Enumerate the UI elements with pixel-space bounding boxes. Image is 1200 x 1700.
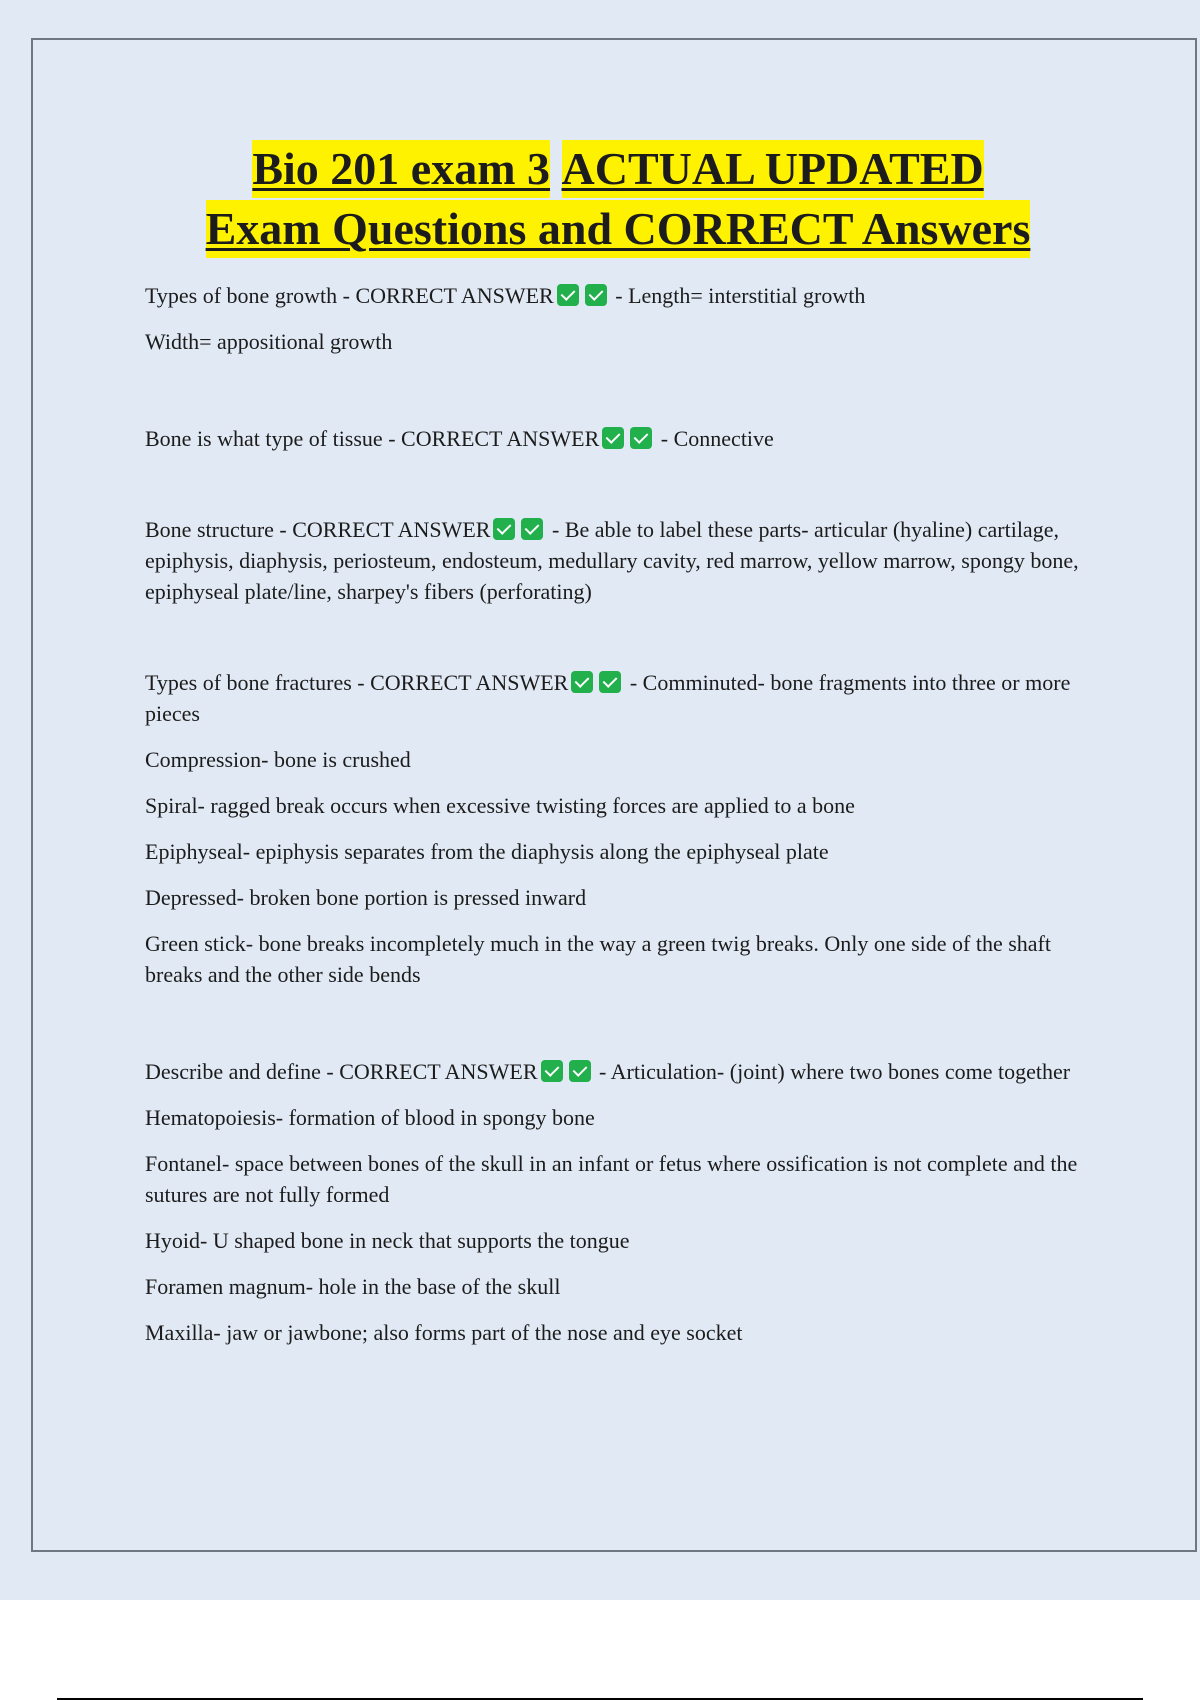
separator: - bbox=[624, 670, 643, 695]
answer-line: Fontanel- space between bones of the skull in an infant or fetus where ossification is not complete and the sutures are not fully formed bbox=[145, 1151, 1078, 1207]
qa-list bbox=[145, 280, 1095, 1414]
answer-line: Hematopoiesis- formation of blood in spongy bone bbox=[145, 1105, 595, 1130]
question-text: Bone is what type of tissue bbox=[145, 426, 383, 451]
green-checkmark-icon bbox=[521, 518, 543, 540]
question-text: Describe and define bbox=[145, 1059, 321, 1084]
answer-text: Be able to label these parts- articular (hyaline) cartilage, epiphysis, diaphysis, periosteum, endosteum, medullary cavity, red marrow, yellow marrow, spongy bone, epiphyseal plate/line, sharpey's fibers (perforating) bbox=[145, 517, 1079, 604]
green-checkmark-icon bbox=[585, 284, 607, 306]
answer-text: Length= interstitial growth bbox=[628, 283, 866, 308]
separator: - bbox=[655, 426, 674, 451]
green-checkmark-icon bbox=[493, 518, 515, 540]
answer-text: Comminuted- bone fragments into three or more pieces bbox=[145, 670, 1071, 726]
green-checkmark-icon bbox=[599, 671, 621, 693]
green-checkmark-icon bbox=[571, 671, 593, 693]
separator: - bbox=[351, 670, 371, 695]
answer-line: Compression- bone is crushed bbox=[145, 747, 411, 772]
answer-line: Hyoid- U shaped bone in neck that supports the tongue bbox=[145, 1228, 630, 1253]
question-text: Types of bone growth bbox=[145, 283, 338, 308]
title-part-1: Bio 201 exam 3 bbox=[252, 140, 550, 198]
answer-label: CORRECT ANSWER bbox=[339, 1059, 538, 1084]
qa-entry bbox=[145, 667, 1095, 729]
qa-entry bbox=[145, 280, 1095, 311]
answer-text: Articulation- (joint) where two bones come together bbox=[610, 1059, 1071, 1084]
green-checkmark-icon bbox=[602, 427, 624, 449]
answer-label: CORRECT ANSWER bbox=[355, 283, 554, 308]
title-part-2: ACTUAL UPDATED bbox=[562, 140, 984, 198]
separator: - bbox=[382, 426, 402, 451]
qa-entry bbox=[145, 514, 1095, 607]
question-text: Types of bone fractures bbox=[145, 670, 352, 695]
answer-line: Spiral- ragged break occurs when excessive twisting forces are applied to a bone bbox=[145, 793, 855, 818]
qa-entry bbox=[145, 423, 1095, 454]
green-checkmark-icon bbox=[569, 1060, 591, 1082]
green-checkmark-icon bbox=[630, 427, 652, 449]
green-checkmark-icon bbox=[541, 1060, 563, 1082]
question-text: Bone structure bbox=[145, 517, 274, 542]
answer-text: Connective bbox=[673, 426, 774, 451]
answer-line: Maxilla- jaw or jawbone; also forms part of the nose and eye socket bbox=[145, 1320, 743, 1345]
answer-label: CORRECT ANSWER bbox=[370, 670, 569, 695]
answer-line: Depressed- broken bone portion is pressed inward bbox=[145, 885, 587, 910]
answer-line: Foramen magnum- hole in the base of the skull bbox=[145, 1274, 561, 1299]
answer-label: CORRECT ANSWER bbox=[401, 426, 600, 451]
answer-line: Epiphyseal- epiphysis separates from the diaphysis along the epiphyseal plate bbox=[145, 839, 829, 864]
title-line-2: Exam Questions and CORRECT Answers bbox=[206, 200, 1031, 258]
qa-entry bbox=[145, 1056, 1095, 1087]
separator: - bbox=[593, 1059, 611, 1084]
answer-line: Width= appositional growth bbox=[145, 329, 393, 354]
separator: - bbox=[609, 283, 629, 308]
separator: - bbox=[320, 1059, 340, 1084]
separator: - bbox=[273, 517, 293, 542]
answer-line: Green stick- bone breaks incompletely much in the way a green twig breaks. Only one side of the shaft breaks and the other side bends bbox=[145, 931, 1051, 987]
separator: - bbox=[546, 517, 565, 542]
separator: - bbox=[337, 283, 356, 308]
document-title bbox=[0, 140, 1200, 260]
answer-label: CORRECT ANSWER bbox=[292, 517, 491, 542]
green-checkmark-icon bbox=[557, 284, 579, 306]
